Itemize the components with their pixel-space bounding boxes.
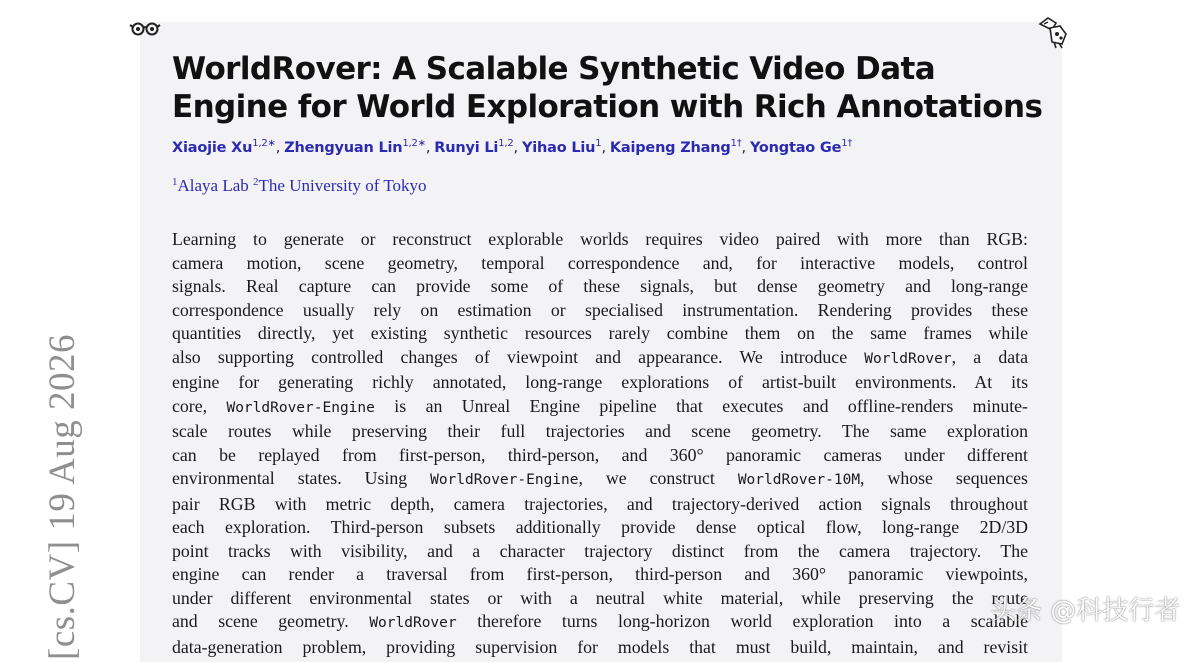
author-separator: , [513, 140, 518, 156]
text-run: engine can render a traversal from first-person, third-person and 360° panoramic viewpoints, [172, 564, 1028, 584]
author-name[interactable]: Xiaojie Xu [172, 140, 253, 156]
author-affil-mark: 1,2∗ [402, 138, 426, 149]
abstract-line [172, 299, 1028, 323]
abstract-line [172, 371, 1028, 395]
author-affil-mark: 1 [595, 138, 602, 149]
affiliation-name: The University of Tokyo [258, 176, 427, 195]
abstract-line [172, 587, 1028, 611]
glasses-icon [129, 20, 161, 36]
code-term: WorldRover [864, 350, 952, 367]
affiliation-mark: 1 [172, 176, 178, 188]
title-line-2: Engine for World Exploration with Rich Annotations [172, 89, 1043, 125]
abstract-line [172, 516, 1028, 540]
abstract-line [172, 420, 1028, 444]
author-separator: , [425, 140, 431, 156]
text-run: also supporting controlled changes of viewpoint and appearance. We introduce [172, 346, 865, 367]
text-run: Learning to generate or reconstruct explorable worlds requires video paired with more than RGB: [172, 229, 1028, 249]
abstract-line [172, 228, 1028, 252]
affiliations [172, 176, 427, 196]
abstract-line [172, 275, 1028, 299]
arxiv-stamp: [cs.CV] 19 Aug 2026 [42, 333, 83, 660]
abstract-line [172, 610, 1028, 636]
author-name[interactable]: Yihao Liu [521, 140, 596, 156]
affiliation-mark: 2 [253, 176, 259, 188]
abstract-line [172, 493, 1028, 517]
code-term: WorldRover-Engine [430, 472, 579, 488]
text-run: point tracks with visibility, and a character trajectory distinct from the camera trajectory. The [172, 540, 1028, 561]
text-run: therefore turns long-horizon world exploration into a scalable [456, 611, 1029, 631]
text-run: pair RGB with metric depth, camera trajectories, and trajectory-derived action signals throughout [172, 493, 1028, 514]
abstract-line [172, 636, 1028, 660]
text-run: each exploration. Third-person subsets additionally provide dense optical flow, long-range 2D/3D [172, 517, 1028, 537]
abstract-line [172, 395, 1028, 421]
text-run: environmental states. Using [172, 468, 431, 488]
abstract-line [172, 540, 1028, 564]
title-line-1: WorldRover: A Scalable Synthetic Video Data [172, 51, 936, 87]
abstract-line [172, 563, 1028, 587]
abstract-line [172, 322, 1028, 346]
author-list [172, 140, 1052, 156]
author-name[interactable]: Zhengyuan Lin [284, 140, 403, 156]
abstract-line [172, 252, 1028, 276]
text-run: signals. Real capture can provide some of these signals, but dense geometry and long-range [172, 276, 1028, 296]
text-run: , a data [951, 346, 1028, 367]
text-run: core, [172, 395, 227, 416]
text-run: is an Unreal Engine pipeline that executes and offline-renders minute- [374, 395, 1028, 416]
abstract [172, 228, 1028, 659]
text-run: scale routes while preserving their full trajectories and scene geometry. The same exploration [172, 421, 1028, 441]
abstract-line [172, 467, 1028, 493]
code-term: WorldRover [369, 615, 457, 631]
author-separator: , [741, 140, 746, 156]
text-run: correspondence usually rely on estimation or specialised instrumentation. Rendering provides these [172, 299, 1028, 320]
robot-icon [1034, 14, 1070, 50]
paper-title [172, 50, 1052, 126]
author-name[interactable]: Kaipeng Zhang [609, 140, 731, 156]
code-term: WorldRover-Engine [226, 399, 375, 416]
text-run: data-generation problem, providing supervision for models that must build, maintain, and revisit [172, 636, 1028, 657]
text-run: under different environmental states or with a neutral white material, while preserving the route [172, 587, 1028, 608]
author-affil-mark: 1,2 [498, 138, 514, 149]
author-affil-mark: 1† [730, 138, 742, 149]
code-term: WorldRover-10M [737, 472, 861, 488]
author-separator: , [601, 140, 606, 156]
abstract-line [172, 444, 1028, 468]
author-separator: , [275, 140, 281, 156]
affiliation-name: Alaya Lab [177, 176, 254, 195]
text-run: can be replayed from first-person, third-person, and 360° panoramic cameras under different [172, 444, 1028, 465]
author-name[interactable]: Runyi Li [434, 140, 499, 156]
watermark: 头条 @科技行者 [990, 596, 1181, 626]
author-name[interactable]: Yongtao Ge [749, 140, 842, 156]
author-affil-mark: 1,2∗ [252, 138, 276, 149]
text-run: quantities directly, yet existing synthetic resources rarely combine them on the same frames while [172, 323, 1028, 343]
text-run: engine for generating richly annotated, long-range explorations of artist-built environments. At its [172, 372, 1028, 392]
text-run: , whose sequences [860, 468, 1028, 488]
text-run: and scene geometry. [172, 611, 370, 631]
abstract-line [172, 346, 1028, 372]
author-affil-mark: 1† [841, 138, 853, 149]
text-run: , we construct [578, 468, 738, 488]
text-run: camera motion, scene geometry, temporal correspondence and, for interactive models, control [172, 252, 1028, 273]
